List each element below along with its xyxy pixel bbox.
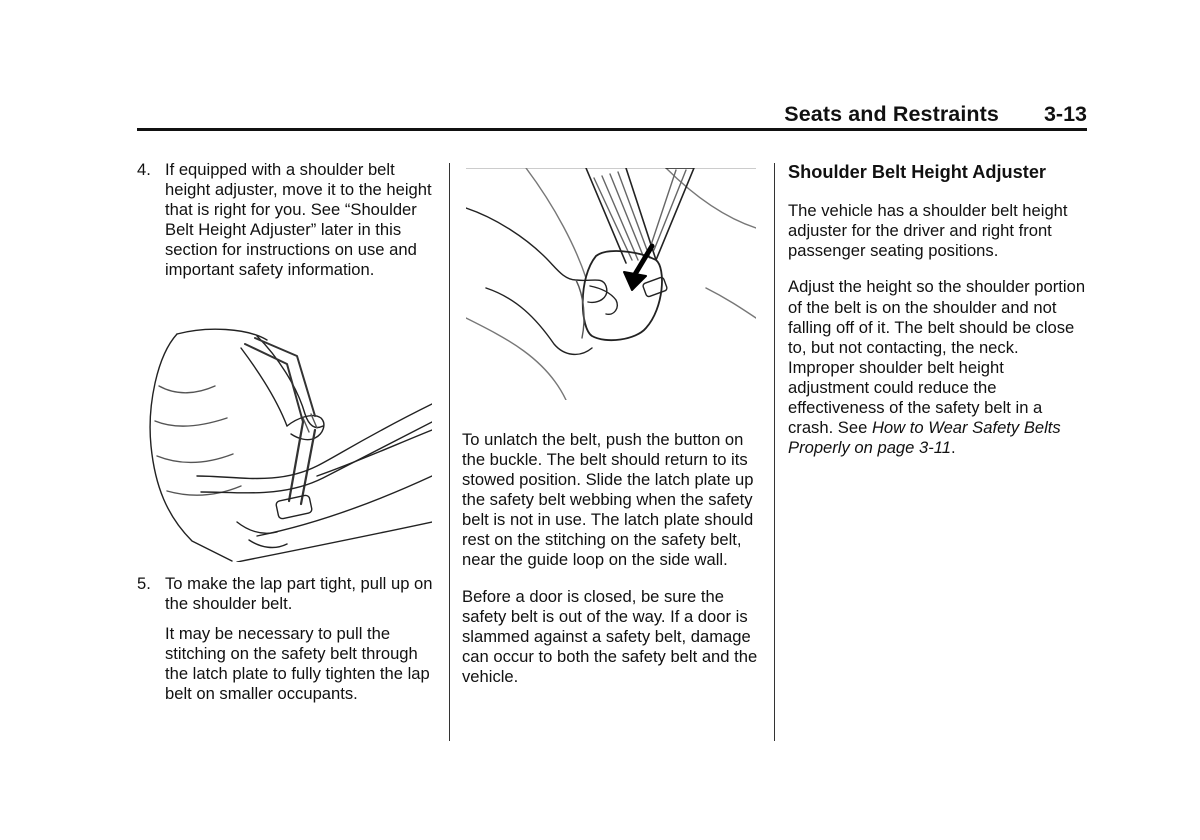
page-header [137, 100, 1087, 130]
step-note: It may be necessary to pull the stitching on the safety belt through the latch plate to fully tighten the lap belt on smaller occupants. [165, 624, 430, 704]
column-1-lower [137, 574, 437, 705]
buckle-release-illustration [466, 168, 756, 400]
column-2 [462, 413, 764, 704]
step-number: 4. [137, 160, 151, 179]
step-number: 5. [137, 574, 151, 593]
unlatch-paragraph: To unlatch the belt, push the button on the buckle. The belt should return to its stowed position. Slide the latch plate up the safety belt webbing when the safety belt is not in use. The latch plate should rest on the stitching on the safety belt, near the guide loop on the side wall. [462, 429, 754, 570]
door-paragraph: Before a door is closed, be sure the safety belt is out of the way. If a door is slammed against a safety belt, damage can occur to both the safety belt and the vehicle. [462, 586, 758, 687]
sentence-end: . [950, 438, 956, 458]
header-rule [137, 128, 1087, 131]
section-heading: Shoulder Belt Height Adjuster [788, 162, 1047, 182]
page-number: 3-13 [1043, 102, 1087, 126]
adjust-height-paragraph [788, 277, 1088, 458]
column-divider-right [774, 163, 775, 741]
column-divider-left [449, 163, 450, 741]
lap-belt-illustration [137, 326, 432, 562]
step-4 [137, 160, 437, 281]
step-5 [137, 574, 437, 705]
adjust-height-text: Adjust the height so the shoulder portion of the belt is on the shoulder and not falling off of it. The belt should be close to, but not contacting, the neck. Improper shoulder belt height adjustment could reduce the effectiveness of the safety belt in a crash. See [788, 277, 1086, 438]
adjuster-intro-paragraph: The vehicle has a shoulder belt height adjuster for the driver and right front passenger seating positions. [788, 200, 1068, 260]
step-text: To make the lap part tight, pull up on the shoulder belt. [165, 574, 433, 614]
column-1 [137, 160, 437, 281]
section-title: Seats and Restraints [784, 102, 999, 126]
step-text: If equipped with a shoulder belt height adjuster, move it to the height that is right for you. See “Shoulder Belt Height Adjuster” later in this section for instructions on use and important safety information. [165, 160, 432, 280]
cross-reference-link[interactable]: How to Wear Safety Belts Properly on page 3-11 [788, 418, 1061, 458]
column-3 [788, 160, 1088, 475]
